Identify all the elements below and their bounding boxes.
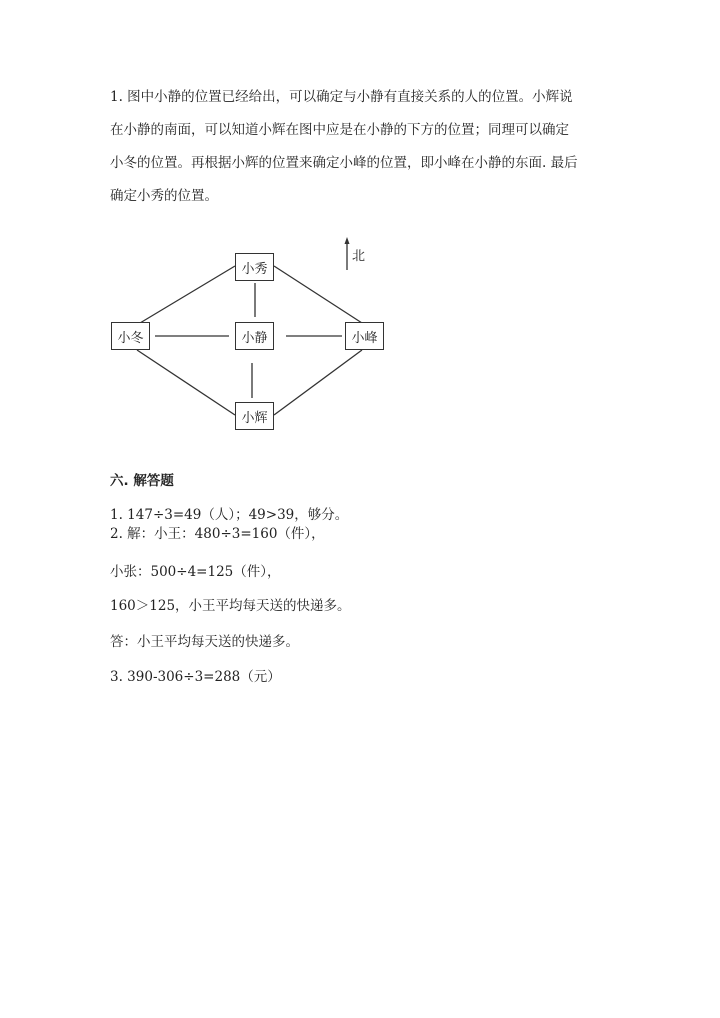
explanation-line: 小冬的位置。再根据小辉的位置来确定小峰的位置，即小峰在小静的东面. 最后	[110, 155, 578, 171]
explanation-line: 确定小秀的位置。	[110, 188, 218, 204]
node-xiaofeng: 小峰	[345, 322, 384, 350]
line-south-east	[274, 350, 362, 415]
north-label: 北	[352, 249, 366, 264]
node-xiaohui: 小辉	[235, 402, 274, 430]
answer-line: 1. 147÷3=49（人）；49>39，够分。	[110, 507, 349, 523]
answer-line: 答：小王平均每天送的快递多。	[110, 634, 299, 650]
answer-line: 160＞125，小王平均每天送的快递多。	[110, 598, 351, 614]
section-title: 六. 解答题	[110, 473, 174, 489]
line-north-east	[274, 266, 362, 323]
answer-line: 3. 390-306÷3=288（元）	[110, 669, 281, 685]
north-arrow-icon	[345, 237, 350, 244]
explanation-line: 1. 图中小静的位置已经给出，可以确定与小静有直接关系的人的位置。小辉说	[110, 89, 573, 105]
line-west-north	[140, 266, 235, 323]
answer-line: 小张：500÷4=125（件），	[110, 564, 281, 580]
node-xiaoxiu: 小秀	[235, 253, 274, 281]
node-xiaodong: 小冬	[111, 322, 150, 350]
explanation-line: 在小静的南面，可以知道小辉在图中应是在小静的下方的位置；同理可以确定	[110, 122, 569, 138]
diagram-lines	[0, 0, 720, 460]
answer-line: 2. 解：小王：480÷3=160（件），	[110, 526, 325, 542]
node-xiaojing: 小静	[235, 322, 274, 350]
line-west-south	[137, 350, 235, 415]
